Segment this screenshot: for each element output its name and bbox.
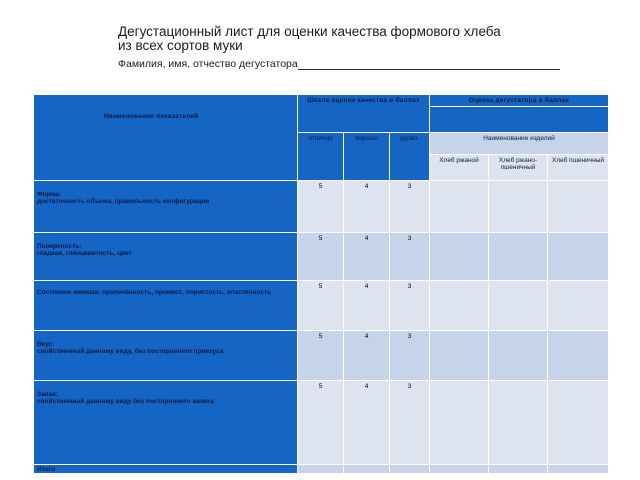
total-label: Итого <box>34 465 298 474</box>
scale-col-excellent: отлично <box>298 133 344 181</box>
score-good: 4 <box>344 281 390 331</box>
taster-score-cell[interactable] <box>548 281 609 331</box>
criterion-label: Состояние мякиша: пропечённость, промесс, пористость, эластичность <box>34 281 298 331</box>
score-satisfactory: 3 <box>390 381 430 465</box>
total-row <box>34 465 609 474</box>
score-excellent: 5 <box>298 381 344 465</box>
score-excellent: 5 <box>298 331 344 381</box>
taster-score-cell[interactable] <box>430 281 489 331</box>
score-excellent: 5 <box>298 281 344 331</box>
product-rye-wheat: Хлеб ржано-пшеничный <box>489 155 548 181</box>
table-row <box>34 331 609 381</box>
score-excellent: 5 <box>298 233 344 281</box>
criterion-label: Форма: достаточность объема, правильность конфигурации <box>34 181 298 233</box>
products-header: Наименование изделий <box>430 133 609 155</box>
taster-score-header: Оценка дегустатора в баллах <box>430 95 609 107</box>
total-score-cell[interactable] <box>548 465 609 474</box>
taster-name-label: Фамилия, имя, отчество дегустатора <box>118 58 298 70</box>
score-good: 4 <box>344 233 390 281</box>
taster-score-cell[interactable] <box>430 233 489 281</box>
taster-score-cell[interactable] <box>548 233 609 281</box>
taster-score-cell[interactable] <box>430 181 489 233</box>
criterion-label: Запах: свойственный данному виду без постороннего запаха <box>34 381 298 465</box>
total-cell <box>344 465 390 474</box>
indicators-header: Наименование показателей <box>34 95 298 181</box>
taster-score-cell[interactable] <box>548 381 609 465</box>
taster-score-cell[interactable] <box>548 181 609 233</box>
title-line-2: из всех сортов муки <box>118 38 243 53</box>
score-satisfactory: 3 <box>390 233 430 281</box>
taster-score-cell[interactable] <box>548 331 609 381</box>
title-line-1: Дегустационный лист для оценки качества формового хлеба <box>118 24 501 39</box>
criterion-label: Поверхность: гладкая, глянцевитость, цвет <box>34 233 298 281</box>
taster-score-cell[interactable] <box>489 381 548 465</box>
document-title <box>118 25 501 53</box>
criterion-label: Вкус: свойственный данному виду, без постороннего привкуса <box>34 331 298 381</box>
taster-score-cell[interactable] <box>489 331 548 381</box>
taster-name-field <box>118 58 560 70</box>
taster-score-cell[interactable] <box>489 181 548 233</box>
total-score-cell[interactable] <box>489 465 548 474</box>
table-row <box>34 181 609 233</box>
total-cell <box>298 465 344 474</box>
scale-header: Шкала оценки качества в баллах <box>298 95 430 133</box>
score-satisfactory: 3 <box>390 331 430 381</box>
taster-score-cell[interactable] <box>430 381 489 465</box>
table-row <box>34 281 609 331</box>
table-row <box>34 233 609 281</box>
taster-score-cell[interactable] <box>489 281 548 331</box>
score-good: 4 <box>344 181 390 233</box>
score-excellent: 5 <box>298 181 344 233</box>
taster-header-space <box>430 107 609 133</box>
taster-score-cell[interactable] <box>430 331 489 381</box>
score-satisfactory: 3 <box>390 281 430 331</box>
total-cell <box>390 465 430 474</box>
taster-name-line[interactable] <box>298 60 560 70</box>
product-wheat: Хлеб пшеничный <box>548 155 609 181</box>
product-rye: Хлеб ржаной <box>430 155 489 181</box>
tasting-table <box>33 94 609 474</box>
total-score-cell[interactable] <box>430 465 489 474</box>
scale-col-good: хорошо <box>344 133 390 181</box>
score-satisfactory: 3 <box>390 181 430 233</box>
score-good: 4 <box>344 331 390 381</box>
score-good: 4 <box>344 381 390 465</box>
table-row <box>34 381 609 465</box>
scale-col-satisfactory: удовл. <box>390 133 430 181</box>
taster-score-cell[interactable] <box>489 233 548 281</box>
